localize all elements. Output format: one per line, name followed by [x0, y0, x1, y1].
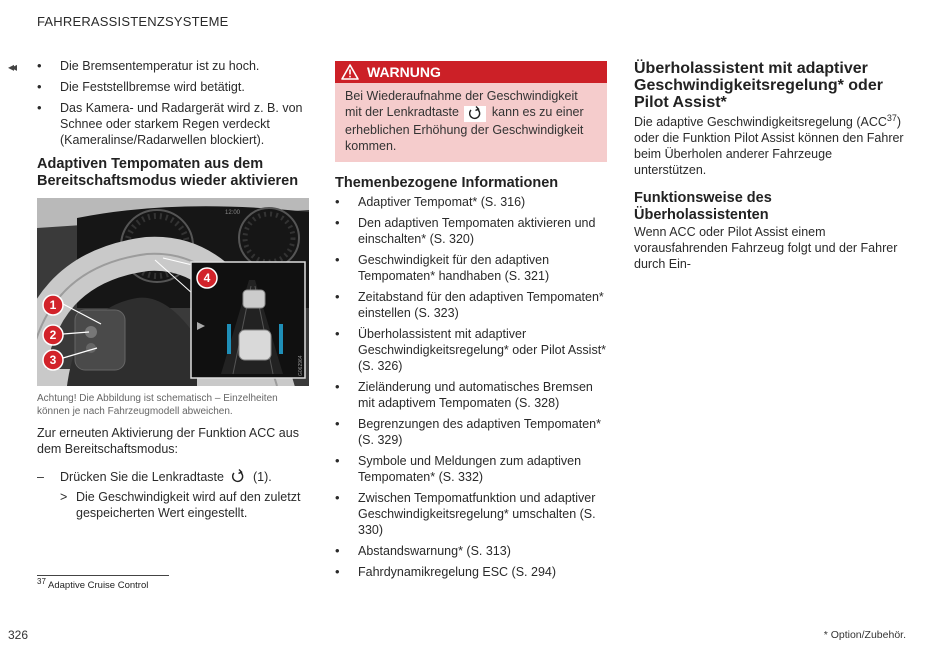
footnote-text: Adaptive Cruise Control	[48, 580, 149, 591]
speed-readout: 76	[149, 236, 164, 251]
svg-text:4: 4	[203, 271, 211, 285]
result-text: Die Geschwindigkeit wird auf den zuletzt gespeicherten Wert eingestellt.	[76, 490, 301, 520]
related-link[interactable]: • Den adaptiven Tempomaten aktivieren und einschalten* (S. 320)	[335, 215, 607, 247]
related-link[interactable]: • Begrenzungen des adaptiven Tempomaten* (S. 329)	[335, 416, 607, 448]
section-title: Überholassistent mit adaptiver Geschwindigkeitsregelung* oder Pilot Assist*	[634, 60, 883, 111]
svg-text:2: 2	[49, 328, 57, 342]
dashboard-drawing	[37, 198, 309, 386]
related-link[interactable]: • Symbole und Meldungen zum adaptiven Tempomaten* (S. 332)	[335, 453, 607, 485]
related-info-heading: Themenbezogene Informationen	[335, 175, 559, 191]
warning-triangle-icon	[341, 64, 359, 80]
intro-text: Zur erneuten Aktivierung der Funktion ACC aus dem Bereitschaftsmodus:	[37, 426, 299, 456]
column-right	[634, 60, 906, 272]
step-dash: –	[37, 470, 44, 484]
related-links-list	[335, 194, 607, 580]
figure-code: G062964	[298, 355, 304, 376]
resume-button-icon	[464, 106, 486, 122]
callout-2	[43, 325, 63, 345]
footnote-ref[interactable]: 37	[886, 112, 897, 123]
related-link[interactable]: • Überholassistent mit adaptiver Geschwindigkeitsregelung* oder Pilot Assist* (S. 326)	[335, 326, 607, 374]
callout-3	[43, 350, 63, 370]
option-note: * Option/Zubehör.	[823, 629, 906, 641]
related-link[interactable]: • Zieländerung und automatisches Bremsen mit adaptivem Tempomaten (S. 328)	[335, 379, 607, 411]
steering-wheel-illustration	[37, 198, 309, 386]
warning-title: WARNUNG	[367, 64, 441, 80]
condition-list	[37, 58, 309, 148]
figure-caption: Achtung! Die Abbildung ist schematisch – Einzelheiten können je nach Fahrzeugmodell abweichen.	[37, 393, 278, 417]
footnote-number: 37	[37, 576, 46, 586]
clock-readout: 12:00	[225, 210, 241, 216]
footnote-divider	[37, 575, 169, 576]
warning-header	[335, 61, 607, 83]
related-link[interactable]: • Abstandswarnung* (S. 313)	[335, 543, 607, 559]
instruction-step	[37, 469, 309, 485]
related-link[interactable]: • Fahrdynamikregelung ESC (S. 294)	[335, 564, 607, 580]
column-middle	[335, 61, 607, 585]
page-number: 326	[8, 628, 29, 642]
step-text-before: Drücken Sie die Lenkradtaste	[60, 470, 224, 484]
column-left	[37, 58, 309, 521]
related-link[interactable]: • Zwischen Tempomatfunktion und adaptiver Geschwindigkeitsregelung* umschalten (S. 330)	[335, 490, 607, 538]
callout-1	[43, 295, 63, 315]
result-marker: >	[60, 490, 68, 504]
related-link[interactable]: • Geschwindigkeit für den adaptiven Tempomaten* handhaben (S. 321)	[335, 252, 607, 284]
resume-button-icon	[231, 469, 245, 483]
warning-box	[335, 61, 607, 162]
step-text-after: (1).	[252, 470, 272, 484]
intro-paragraph: Die adaptive Geschwindigkeitsregelung (ACC$^{37}$) oder die Funktion Pilot Assist können den Fahrer beim Überholen anderer Fahrzeuge unterstützen.	[634, 112, 904, 177]
list-item: • Das Kamera- und Radargerät wird z. B. von Schnee oder starkem Regen verdeckt (Kameralinse/Radarwellen blockiert).	[37, 100, 309, 148]
list-item: • Die Feststellbremse wird betätigt.	[37, 79, 309, 95]
svg-text:3: 3	[49, 353, 57, 367]
back-arrows-icon[interactable]: ◂◂	[8, 60, 15, 74]
subsection-heading: Funktionsweise des Überholassistenten	[634, 190, 772, 223]
callout-4	[197, 268, 217, 288]
svg-text:1: 1	[49, 298, 57, 312]
related-link[interactable]: • Zeitabstand für den adaptiven Tempomaten* einstellen (S. 323)	[335, 289, 607, 321]
footnote	[37, 576, 149, 591]
running-header: FAHRERASSISTENZSYSTEME	[37, 14, 229, 29]
step-result	[37, 489, 309, 521]
related-link[interactable]: • Adaptiver Tempomat* (S. 316)	[335, 194, 607, 210]
warning-text: Bei Wiederaufnahme der Geschwindigkeit mit der Lenkradtaste kann es zu einer erheblichen Erhöhung der Geschwindigkeit kommen.	[345, 89, 584, 153]
list-item: • Die Bremsentemperatur ist zu hoch.	[37, 58, 309, 74]
function-paragraph: Wenn ACC oder Pilot Assist einem vorausfahrenden Fahrzeug folgt und der Fahrer durch Ein-	[634, 225, 898, 271]
section-heading: Adaptiven Tempomaten aus dem Bereitschaftsmodus wieder aktivieren	[37, 156, 299, 189]
